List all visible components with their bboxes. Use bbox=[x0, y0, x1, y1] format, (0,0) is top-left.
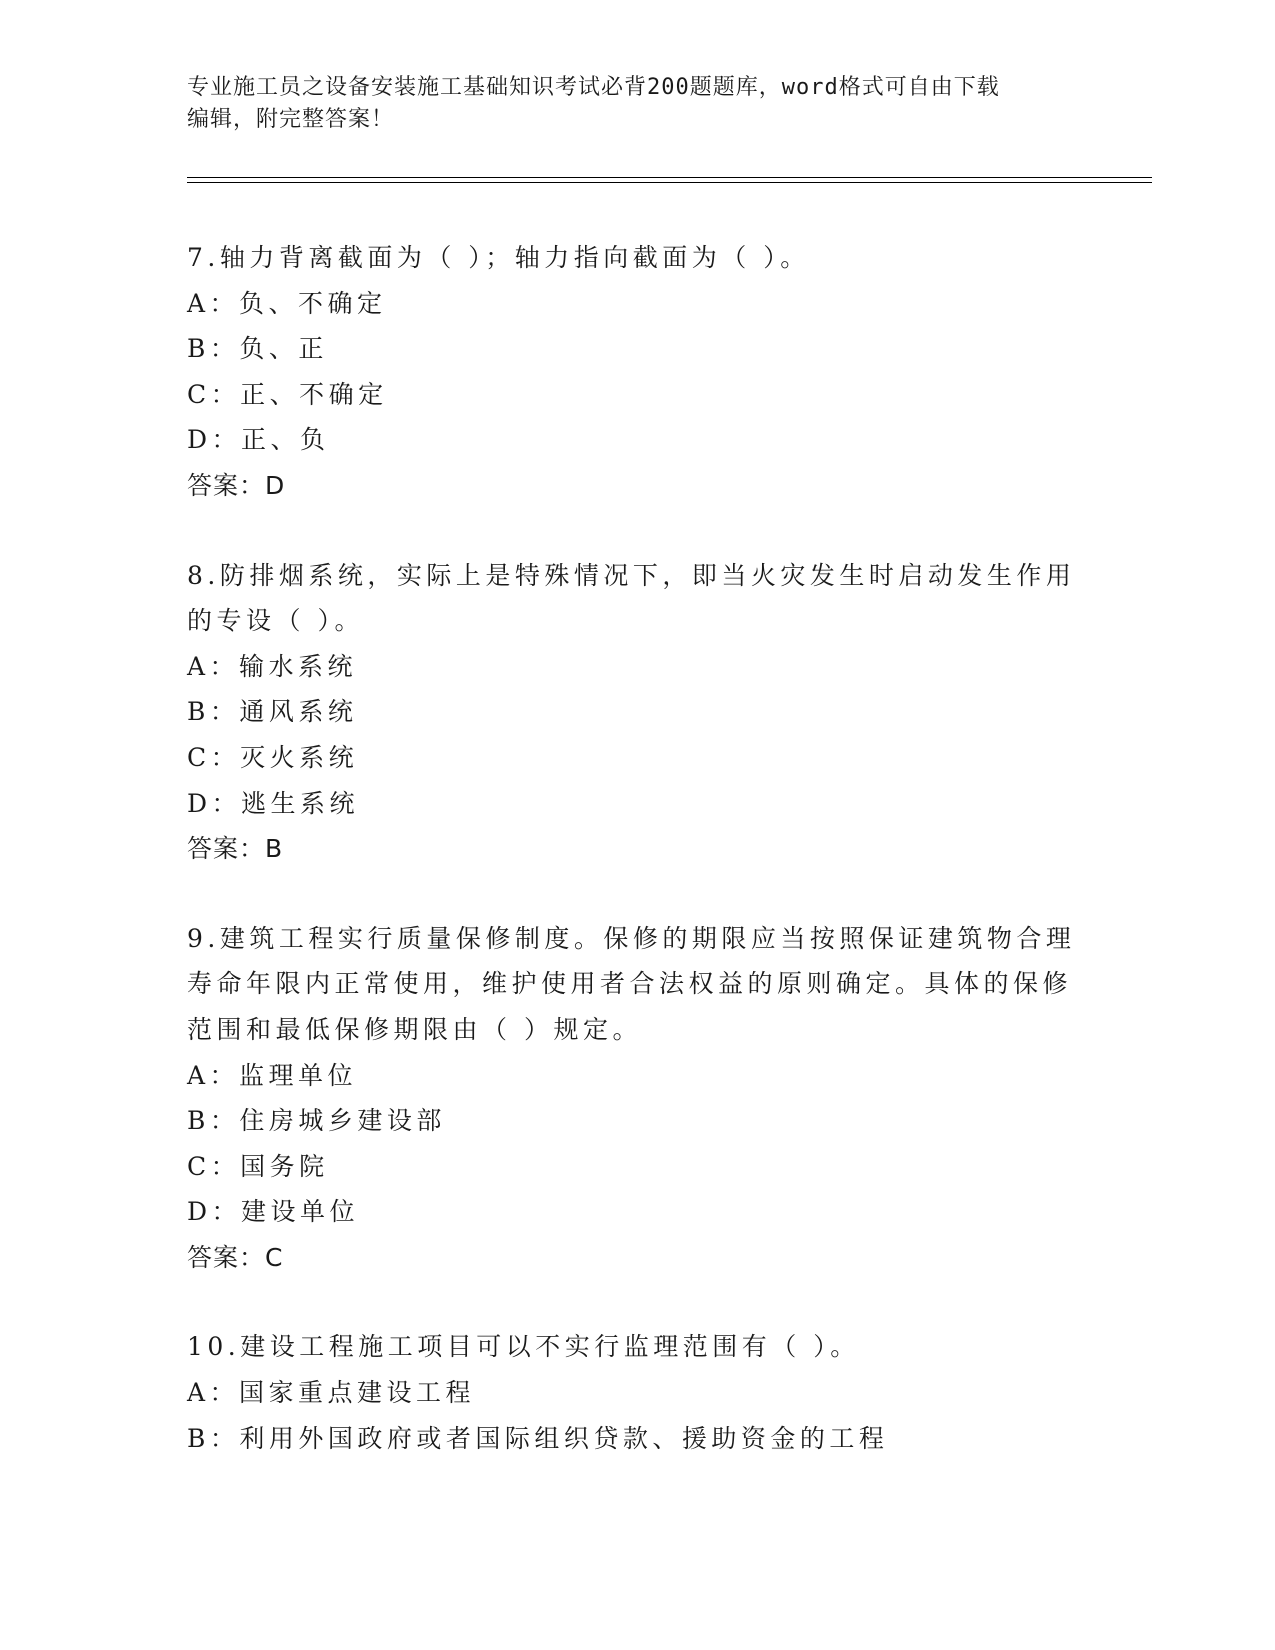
question-stem-continued: 范围和最低保修期限由（ ）规定。 bbox=[187, 1014, 642, 1044]
option-a: A：国家重点建设工程 bbox=[187, 1378, 476, 1408]
option-a: A：负、不确定 bbox=[187, 288, 387, 318]
question-list bbox=[187, 235, 1107, 1461]
answer-label: 答案：C bbox=[187, 1242, 284, 1272]
question-8 bbox=[187, 553, 1107, 872]
option-b: B：通风系统 bbox=[187, 697, 358, 727]
header-rule-bottom bbox=[187, 182, 1152, 183]
option-d: D：正、负 bbox=[187, 425, 330, 455]
question-stem: 8.防排烟系统，实际上是特殊情况下，即当火灾发生时启动发生作用 bbox=[187, 560, 1076, 590]
question-9 bbox=[187, 916, 1107, 1281]
header-rule-top bbox=[187, 177, 1152, 178]
option-d: D：逃生系统 bbox=[187, 788, 360, 818]
option-b: B：利用外国政府或者国际组织贷款、援助资金的工程 bbox=[187, 1423, 889, 1453]
question-stem-continued: 寿命年限内正常使用，维护使用者合法权益的原则确定。具体的保修 bbox=[187, 969, 1073, 999]
question-stem-continued: 的专设（ ）。 bbox=[187, 606, 364, 636]
option-c: C：灭火系统 bbox=[187, 742, 359, 772]
question-7 bbox=[187, 235, 1107, 509]
option-d: D：建设单位 bbox=[187, 1197, 360, 1227]
option-c: C：国务院 bbox=[187, 1151, 329, 1181]
option-a: A：监理单位 bbox=[187, 1060, 358, 1090]
option-b: B：住房城乡建设部 bbox=[187, 1106, 446, 1136]
answer-label: 答案：D bbox=[187, 470, 286, 500]
question-stem: 7.轴力背离截面为（ ）；轴力指向截面为（ ）。 bbox=[187, 243, 810, 272]
question-10 bbox=[187, 1324, 1107, 1461]
header-line-1: 专业施工员之设备安装施工基础知识考试必背200题题库，word格式可自由下载 bbox=[187, 75, 1000, 100]
option-a: A：输水系统 bbox=[187, 651, 358, 681]
option-b: B：负、正 bbox=[187, 334, 328, 364]
answer-label: 答案：B bbox=[187, 834, 284, 864]
question-stem: 10.建设工程施工项目可以不实行监理范围有（ ）。 bbox=[187, 1332, 860, 1362]
option-c: C：正、不确定 bbox=[187, 379, 388, 409]
document-header bbox=[187, 72, 1087, 136]
header-line-2: 编辑，附完整答案！ bbox=[187, 107, 395, 132]
question-stem: 9.建筑工程实行质量保修制度。保修的期限应当按照保证建筑物合理 bbox=[187, 923, 1076, 953]
